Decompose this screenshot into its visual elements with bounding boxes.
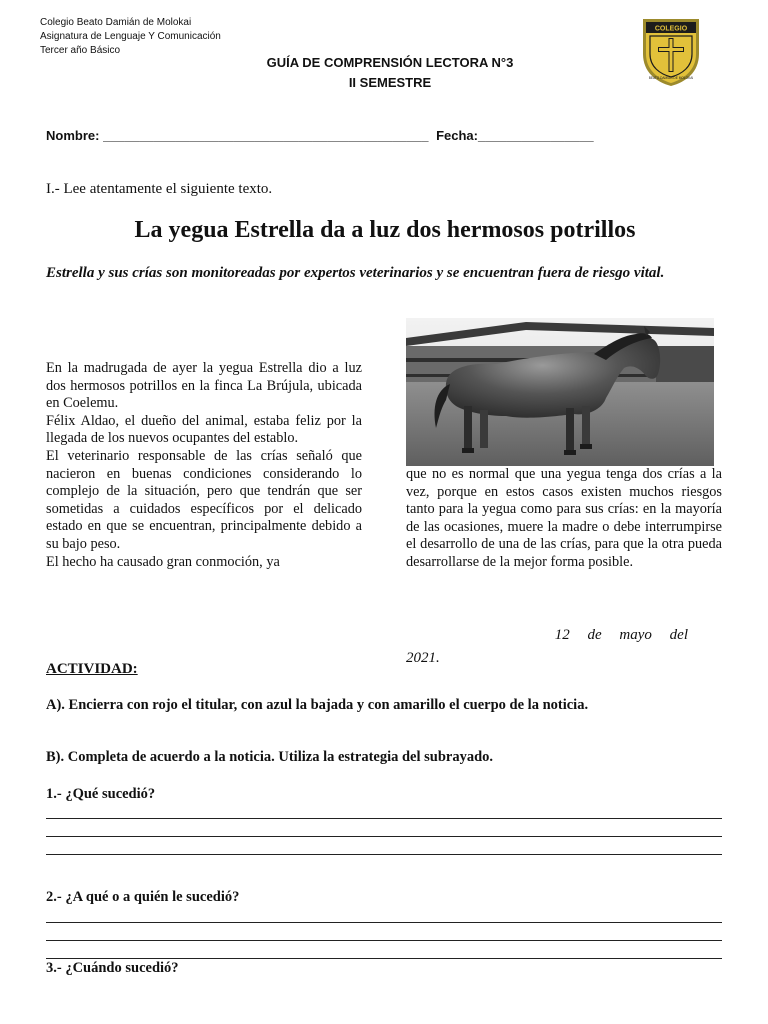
body-paragraph: En la madrugada de ayer la yegua Estrella dio a luz dos hermosos potrillos en la finca La Brújula, ubicada en Coelemu. [46, 360, 362, 412]
answer-line[interactable] [46, 854, 722, 855]
article-body-right [406, 466, 722, 572]
subject-name: Asignatura de Lenguaje Y Comunicación [40, 31, 221, 42]
date-label: Fecha: [436, 128, 478, 143]
question-2: 2.- ¿A qué o a quién le sucedió? [46, 889, 240, 905]
name-blank[interactable]: _____________________________________________ [103, 128, 429, 143]
activity-part-b: B). Completa de acuerdo a la noticia. Utiliza la estrategia del subrayado. [46, 749, 494, 765]
body-paragraph: que no es normal que una yegua tenga dos crías a la vez, porque en estos casos existen muchos riesgos tanto para la yegua como para sus crías: en la mayoría de las ocasiones, muere la madre o debe interrumpirse el desarrollo de una de las crías, para que la otra pueda desarrollarse de la mejor forma posible. [406, 466, 722, 570]
body-paragraph: El veterinario responsable de las crías señaló que nacieron en buenas condiciones considerando lo complejo de la situación, pero que tendrán que ser sometidas a cuidados específicos por el delicado estado en que se encuentran, principalmente debido a su bajo peso. [46, 447, 362, 552]
body-paragraph: Félix Aldao, el dueño del animal, estaba feliz por la llegada de los nuevos ocupantes del establo. [46, 412, 362, 447]
question-3: 3.- ¿Cuándo sucedió? [46, 960, 179, 976]
horse-photo [406, 318, 714, 466]
school-name: Colegio Beato Damián de Molokai [40, 17, 192, 28]
activity-heading: ACTIVIDAD: [46, 661, 138, 677]
student-fields [46, 128, 594, 143]
article-body-left [46, 360, 362, 571]
date-line-1: 12 de mayo del [554, 627, 688, 643]
reading-instruction: I.- Lee atentamente el siguiente texto. [46, 181, 273, 197]
question-1: 1.- ¿Qué sucedió? [46, 786, 156, 802]
news-lead: Estrella y sus crías son monitoreadas por expertos veterinarios y se encuentran fuera de riesgo vital. [46, 265, 665, 281]
article-date [406, 624, 688, 670]
svg-text:COLEGIO: COLEGIO [654, 25, 688, 33]
news-headline: La yegua Estrella da a luz dos hermosos potrillos [134, 217, 636, 243]
name-label: Nombre: [46, 128, 100, 143]
document-subtitle: II SEMESTRE [348, 75, 432, 90]
date-line-2: 2021. [406, 650, 440, 666]
grade-level: Tercer año Básico [40, 45, 121, 56]
answer-line[interactable] [46, 818, 722, 819]
school-crest-logo [640, 16, 702, 88]
school-info [40, 16, 221, 58]
body-paragraph: El hecho ha causado gran conmoción, ya [46, 553, 280, 570]
document-title: GUÍA DE COMPRENSIÓN LECTORA N°3 [266, 55, 514, 70]
answer-line[interactable] [46, 836, 722, 837]
answer-line[interactable] [46, 958, 722, 959]
answer-line[interactable] [46, 922, 722, 923]
svg-text:BEATO DAMIAN DE MOLOKAI: BEATO DAMIAN DE MOLOKAI [648, 76, 694, 80]
activity-part-a: A). Encierra con rojo el titular, con azul la bajada y con amarillo el cuerpo de la noticia. [46, 697, 589, 713]
answer-line[interactable] [46, 940, 722, 941]
date-blank[interactable]: ________________ [477, 128, 594, 143]
